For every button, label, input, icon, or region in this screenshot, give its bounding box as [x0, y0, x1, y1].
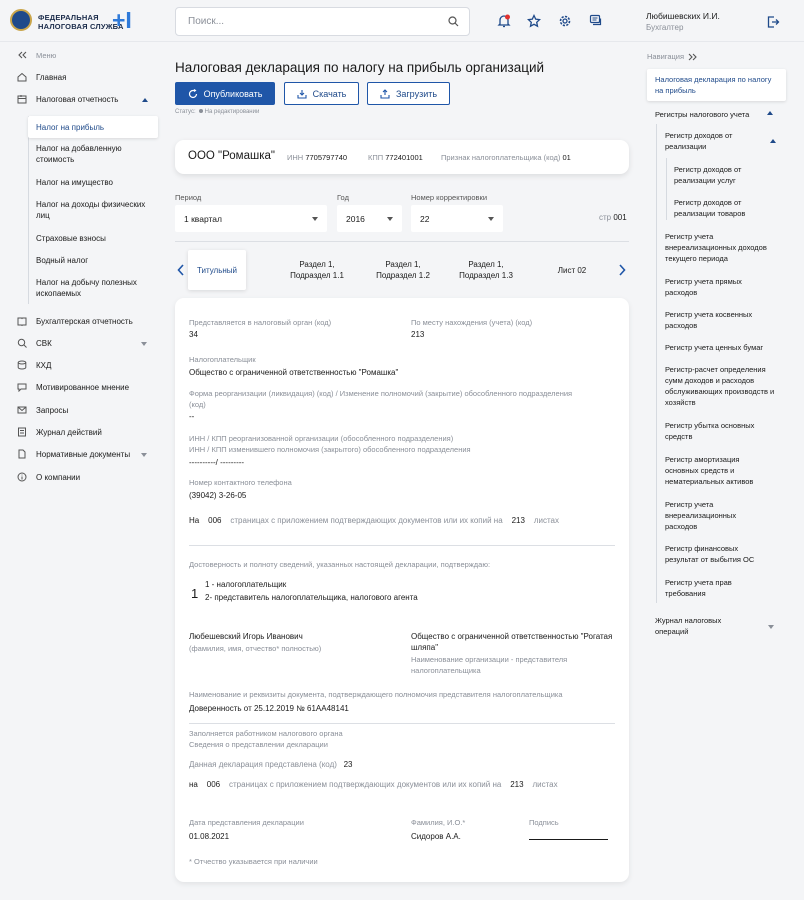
pages-line-2: [189, 780, 558, 789]
taxpayer-label: Налогоплательщик: [189, 355, 256, 364]
pages2-mid: страницах с приложением подтверждающих документов или их копий на: [229, 780, 502, 789]
pages-mid: страницах с приложением подтверждающих документов или их копий на: [230, 516, 503, 525]
tax-org-value[interactable]: 34: [189, 330, 198, 339]
confirm-label: Достоверность и полноту сведений, указанных настоящей декларации, подтверждаю:: [189, 560, 491, 569]
submitted-code[interactable]: 23: [343, 760, 353, 769]
status-label: Статус:: [175, 109, 196, 115]
page-label: стр: [599, 213, 612, 222]
pages-prefix: На: [189, 516, 200, 525]
sidebar-item-label: Главная: [36, 73, 67, 82]
pages-line: [189, 516, 559, 525]
sidebar-item-label: СВК: [36, 339, 52, 348]
section-tabs: [175, 250, 629, 290]
chevron-down-icon[interactable]: [768, 625, 774, 629]
chevron-down-icon[interactable]: [141, 453, 147, 457]
year-select[interactable]: [337, 205, 402, 232]
sidebar-item-label: Бухгалтерская отчетность: [36, 317, 133, 326]
tab-label-line1: Раздел 1,: [385, 260, 421, 269]
submitted-line: [189, 760, 353, 769]
divider: [175, 241, 629, 242]
tab-label: Лист 02: [557, 265, 587, 275]
rep-org-line-2[interactable]: шляпа": [411, 643, 439, 652]
publish-button-label: Опубликовать: [203, 88, 263, 99]
page-value: 001: [613, 213, 627, 222]
sidebar-sub-property-tax[interactable]: Налог на имущество: [36, 178, 113, 187]
divider: [189, 545, 615, 546]
rep-org-hint-1: Наименование организации - представителя: [411, 655, 568, 664]
logout-icon[interactable]: [766, 15, 780, 29]
sidebar-item-label: КХД: [36, 361, 52, 370]
search-placeholder: Поиск...: [188, 16, 225, 27]
search-doc-icon: [17, 338, 27, 348]
sidebar-sub-water-tax[interactable]: Водный налог: [36, 256, 89, 265]
sidebar-sub-vat[interactable]: Налог на добавленную стоимость: [36, 144, 122, 164]
info-label: Сведения о представлении декларации: [189, 740, 328, 749]
tab-section-1-3[interactable]: [448, 250, 524, 290]
nav-item-nonoperating-costs[interactable]: Регистр учета внереализационных расходов: [665, 500, 737, 531]
chevron-down-icon[interactable]: [141, 342, 147, 346]
org-kpp: [368, 153, 423, 162]
home-icon: [17, 72, 27, 82]
reorg-label-1: Форма реорганизации (ликвидация) (код) / Изменение полномочий (закрытие) обособленного подразделения: [189, 389, 573, 398]
confirm-option-1: 1 - налогоплательщик: [205, 580, 287, 589]
declaration-form: [175, 298, 629, 882]
user-role: Бухгалтер: [646, 23, 684, 32]
sidebar-sub-mining-tax[interactable]: Налог на добычу полезных ископаемых: [36, 278, 137, 298]
correction-label: Номер корректировки: [411, 193, 488, 202]
inn-kpp-label-2: ИНН / КПП изменившего полномочия (закрытого) обособленного подразделения: [189, 445, 471, 454]
chevron-down-icon: [387, 217, 393, 221]
reorg-value[interactable]: --: [189, 412, 195, 421]
correction-select[interactable]: [411, 205, 503, 232]
tab-label-line2: Подраздел 1.2: [376, 271, 430, 280]
pages2-prefix: на: [189, 780, 198, 789]
sidebar-item-label: Журнал действий: [36, 428, 102, 437]
nav-item-declaration[interactable]: Налоговая декларация по налогу на прибыль: [655, 75, 772, 95]
tab-label: [376, 259, 430, 281]
kpp-value: 772401001: [385, 153, 423, 162]
logo-text: [38, 13, 124, 31]
nav-item-nonoperating-income[interactable]: Регистр учета внереализационных доходов текущего периода: [665, 232, 767, 263]
tax-report-icon: [17, 94, 27, 104]
chevron-left-icon[interactable]: [177, 264, 185, 276]
pages2-suffix: листах: [532, 780, 558, 789]
signature-label: Подпись: [529, 818, 559, 827]
messages-icon[interactable]: [589, 14, 603, 28]
inn-kpp-value[interactable]: ----------/ ---------: [189, 458, 245, 467]
sidebar-item-label: О компании: [36, 473, 81, 482]
org-name: ООО "Ромашка": [188, 150, 275, 162]
sidebar-item-label: Нормативные документы: [36, 450, 131, 459]
org-inn: [287, 153, 347, 162]
tab-title-page[interactable]: [188, 250, 246, 290]
page-number: [599, 213, 627, 222]
person-hint: (фамилия, имя, отчество* полностью): [189, 644, 322, 653]
pages-copies[interactable]: 213: [511, 516, 525, 525]
tab-label-line1: Раздел 1,: [299, 260, 335, 269]
sidebar-sub-income-tax[interactable]: Налог на доходы физических лиц: [36, 200, 146, 220]
phone-label: Номер контактного телефона: [189, 478, 292, 487]
status-dot: [199, 109, 203, 113]
nav-sub-services[interactable]: Регистр доходов от реализации услуг: [674, 165, 742, 185]
bell-icon[interactable]: [497, 14, 511, 28]
date-label: Дата представления декларации: [189, 818, 304, 827]
nav-subtree-line: [666, 158, 667, 220]
inn-label: ИНН: [287, 153, 304, 162]
nav-tree-line: [656, 124, 657, 603]
rep-org-hint-2: налогоплательщика: [411, 666, 481, 675]
chevron-up-icon[interactable]: [770, 139, 776, 143]
nav-item-direct-costs[interactable]: Регистр учета прямых расходов: [665, 277, 742, 297]
user-name[interactable]: Любишевских И.И.: [646, 11, 720, 21]
filled-by-label: Заполняется работником налогового органа: [189, 729, 343, 738]
inn-value: 7705797740: [305, 153, 348, 162]
search-input[interactable]: [175, 7, 470, 36]
info-icon: [17, 472, 27, 482]
chevron-up-icon[interactable]: [142, 98, 148, 102]
doc-name-label: Наименование и реквизиты документа, подтверждающего полномочия представителя налогоплательщика: [189, 690, 563, 699]
nav-item-claim-rights[interactable]: Регистр учета прав требования: [665, 578, 732, 598]
journal-icon: [17, 427, 27, 437]
tab-label-line2: Подраздел 1.3: [459, 271, 513, 280]
nav-item-service-production[interactable]: Регистр-расчет определения сумм доходов и расходов обслуживающих производств и хозяйств: [665, 365, 775, 407]
status-line: [175, 109, 259, 115]
nav-item-amortization[interactable]: Регистр амортизация основных средств и нематериальных активов: [665, 455, 754, 486]
book-icon: [17, 316, 27, 326]
doc-name-value[interactable]: Доверенность от 25.12.2019 № 61АА48141: [189, 704, 349, 713]
year-label: Год: [337, 193, 349, 202]
document-icon: [17, 449, 27, 459]
tax-org-label: Представляется в налоговый орган (код): [189, 318, 332, 327]
org-sign: [441, 153, 571, 162]
fio-value[interactable]: Сидоров А.А.: [411, 832, 461, 841]
chevron-up-icon[interactable]: [767, 111, 773, 115]
refresh-icon: [188, 89, 198, 99]
date-value[interactable]: 01.08.2021: [189, 832, 230, 841]
nav-item-indirect-costs[interactable]: Регистр учета косвенных расходов: [665, 310, 753, 330]
tab-sheet-02[interactable]: [544, 250, 600, 290]
chat-icon: [17, 382, 27, 392]
database-icon: [17, 360, 27, 370]
period-select[interactable]: [175, 205, 327, 232]
confirm-code[interactable]: 1: [191, 586, 199, 601]
chevron-down-icon: [488, 217, 494, 221]
collapse-sidebar-icon[interactable]: [17, 51, 27, 59]
phone-value[interactable]: (39042) 3-26-05: [189, 491, 247, 500]
nav-sub-revenue-register[interactable]: Регистр доходов от реализации: [665, 131, 733, 151]
sign-value: 01: [562, 153, 571, 162]
confirm-option-2: 2- представитель налогоплательщика, налогового агента: [205, 593, 418, 602]
publish-button[interactable]: [175, 82, 275, 105]
upload-button[interactable]: [367, 82, 450, 105]
chevron-double-right-icon[interactable]: [688, 53, 698, 61]
logo-plus-icon: +I: [112, 7, 132, 33]
download-button-label: Скачать: [312, 88, 347, 99]
tab-label-line2: Подраздел 1.1: [290, 271, 344, 280]
period-label: Период: [175, 193, 202, 202]
signature-line[interactable]: [529, 839, 608, 840]
taxpayer-value[interactable]: Общество с ограниченной ответственностью "Ромашка": [189, 368, 399, 377]
year-value: 2016: [346, 214, 365, 224]
navigation-title-text: Навигация: [647, 52, 685, 61]
nav-item-fixed-assets-loss[interactable]: Регистр убытка основных средств: [665, 421, 755, 441]
search-icon[interactable]: [448, 16, 459, 27]
nav-item-financial-result[interactable]: Регистр финансовых результат от выбытия ОС: [665, 544, 755, 564]
tab-label-line1: Раздел 1,: [468, 260, 504, 269]
location-value[interactable]: 213: [411, 330, 425, 339]
pages-count[interactable]: 006: [208, 516, 222, 525]
chevron-down-icon: [312, 217, 318, 221]
sidebar-item-label: Запросы: [36, 406, 69, 415]
submitted-label: Данная декларация представлена (код): [189, 760, 337, 769]
status-badge: На редактировании: [204, 109, 260, 115]
sidebar-sub-insurance[interactable]: Страховые взносы: [36, 234, 106, 243]
top-bar: [0, 0, 804, 42]
upload-button-label: Загрузить: [395, 88, 438, 99]
location-label: По месту нахождения (учета) (код): [411, 318, 533, 327]
inn-kpp-label-1: ИНН / КПП реорганизованной организации (обособленного подразделения): [189, 434, 454, 443]
person-name[interactable]: Любешевский Игорь Иванович: [189, 632, 303, 641]
sign-label: Признак налогоплательщика (код): [441, 153, 561, 162]
nav-group-journal[interactable]: Журнал налоговых операций: [655, 616, 722, 636]
upload-icon: [380, 89, 390, 99]
nav-item-securities[interactable]: Регистр учета ценных бумаг: [665, 343, 764, 352]
download-button[interactable]: [284, 82, 359, 105]
kpp-label: КПП: [368, 153, 384, 162]
organization-card: [175, 140, 629, 174]
nav-sub-goods[interactable]: Регистр доходов от реализации товаров: [674, 198, 746, 218]
tab-label: [459, 259, 513, 281]
menu-label: Меню: [36, 51, 57, 60]
mail-icon: [17, 405, 27, 415]
pages2-copies[interactable]: 213: [510, 780, 524, 789]
gear-icon[interactable]: [558, 14, 572, 28]
logo-line-1: ФЕДЕРАЛЬНАЯ: [38, 13, 99, 22]
star-icon[interactable]: [527, 14, 541, 28]
tab-section-1-2[interactable]: [365, 250, 441, 290]
tab-label: [290, 259, 344, 281]
tab-section-1-1[interactable]: [279, 250, 355, 290]
nav-group-registers[interactable]: Регистры налогового учета: [655, 110, 750, 119]
pages-suffix: листах: [533, 516, 559, 525]
download-icon: [297, 89, 307, 99]
tab-label: Титульный: [196, 265, 238, 275]
page-title: Налоговая декларация по налогу на прибыль организаций: [175, 60, 545, 75]
rep-org-line-1[interactable]: Общество с ограниченной ответственностью "Рогатая: [411, 632, 613, 641]
correction-value: 22: [420, 214, 430, 224]
pages2-count[interactable]: 006: [206, 780, 221, 789]
navigation-title: [647, 52, 698, 61]
sidebar-sub-profit-tax[interactable]: Налог на прибыль: [36, 123, 105, 132]
reorg-label-2: (код): [189, 400, 206, 409]
divider: [189, 723, 615, 724]
sidebar-item-label: Налоговая отчетность: [36, 95, 119, 104]
fns-emblem-icon: [10, 9, 32, 31]
footnote: * Отчество указывается при наличии: [189, 857, 318, 866]
submenu-divider: [28, 116, 29, 304]
period-value: 1 квартал: [184, 214, 222, 224]
chevron-right-icon[interactable]: [618, 264, 626, 276]
fio-label: Фамилия, И.О.*: [411, 818, 466, 827]
logo-line-2: НАЛОГОВАЯ СЛУЖБА: [38, 22, 124, 31]
sidebar-item-label: Мотивированное мнение: [36, 383, 130, 392]
